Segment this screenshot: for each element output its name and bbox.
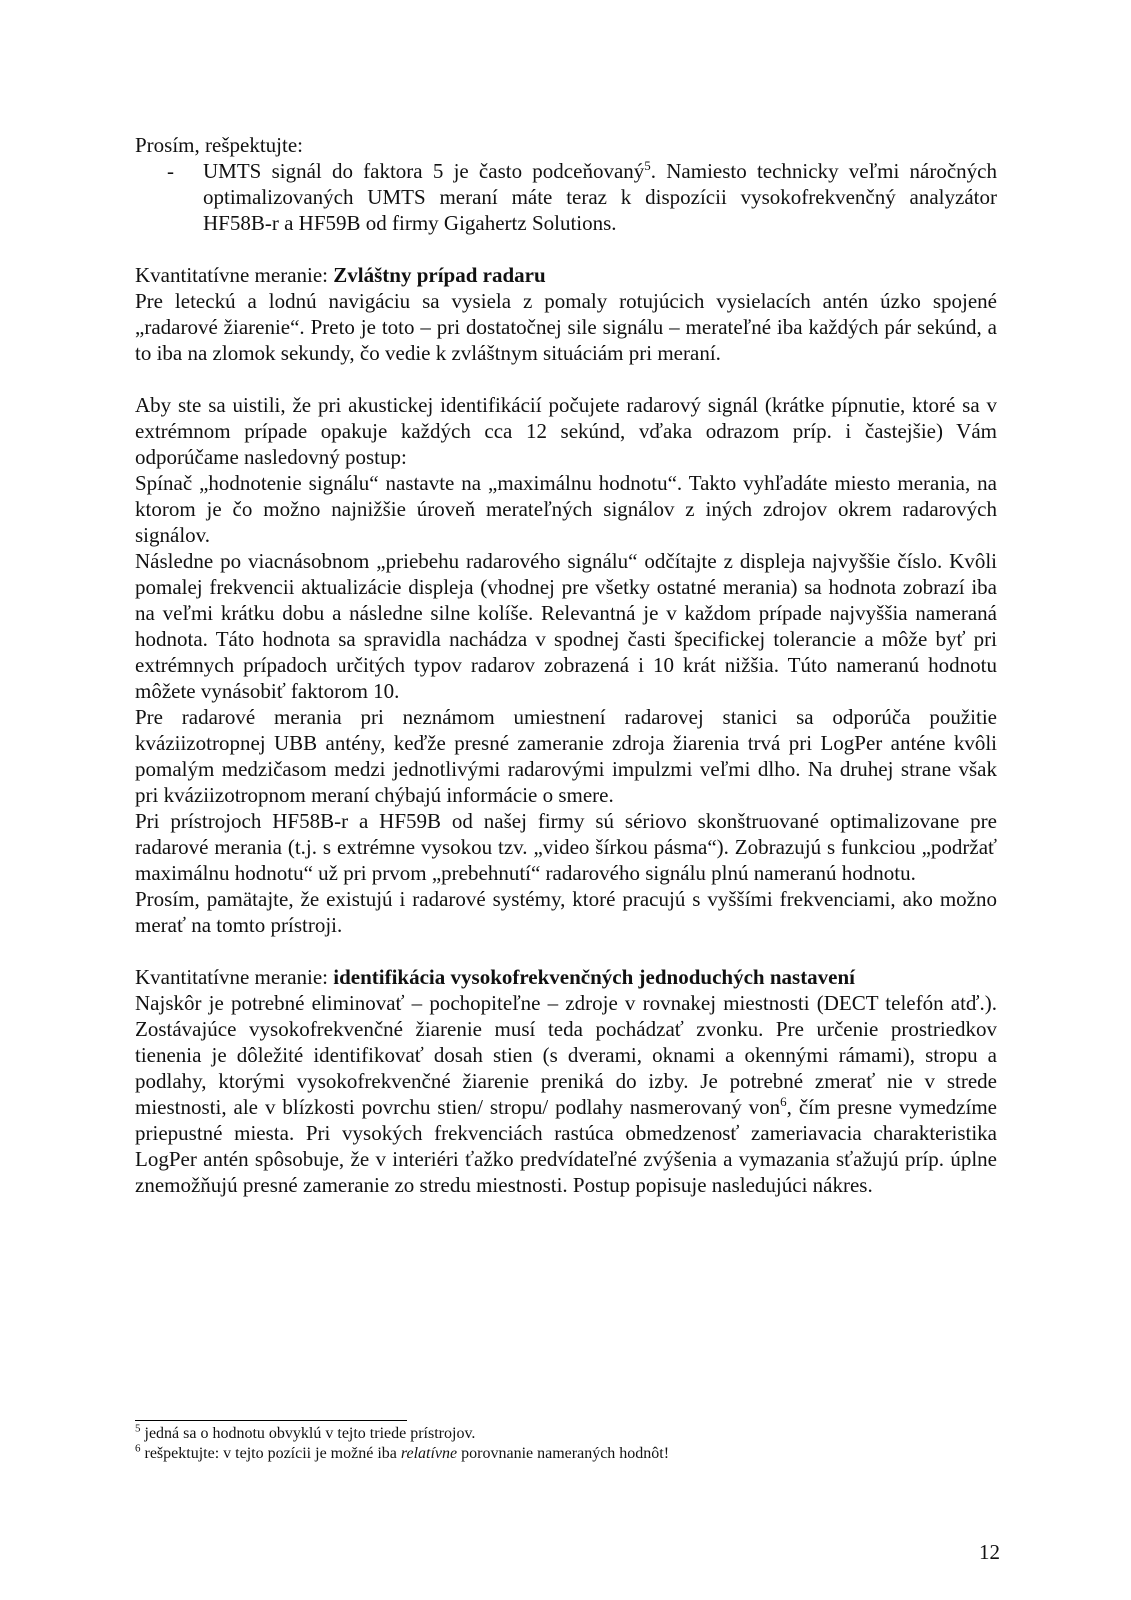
heading-prefix: Kvantitatívne meranie:: [135, 263, 334, 287]
spacer: [135, 366, 997, 392]
bullet-text-end: . Namiesto technicky veľmi náročných optimalizovaných UMTS meraní máte teraz k dispozícii vysokofrekvenčný analyzátor HF58B-r a HF59B od firmy Gigahertz Solutions.: [203, 159, 997, 235]
footnote-text: rešpektujte: v tejto pozícii je možné iba: [144, 1445, 401, 1462]
footnote-ref-5: 5: [644, 158, 651, 173]
spacer: [135, 236, 997, 262]
intro-list: [135, 158, 997, 236]
footnote-number: 6: [135, 1442, 141, 1455]
radar-heading: [135, 262, 997, 288]
body-text: [135, 132, 997, 1198]
heading-prefix: Kvantitatívne meranie:: [135, 965, 334, 989]
heading-bold-text: Zvláštny prípad radaru: [333, 263, 546, 287]
footnote-italic-text: relatívne: [400, 1445, 458, 1462]
paragraph: Pre leteckú a lodnú navigáciu sa vysiela z pomaly rotujúcich vysielacích antén úzko spojené „radarové žiarenie“. Preto je toto – pri dostatočnej sile signálu – merateľné iba každých pár sekúnd, a to iba na zlomok sekundy, čo vedie k zvláštnym situáciám pri meraní.: [135, 289, 997, 365]
paragraph: Spínač „hodnotenie signálu“ nastavte na „maximálnu hodnotu“. Takto vyhľadáte miesto merania, na ktorom je čo možno najnižšie úroveň merateľných signálov z iných zdrojov okrem radarových signálov.: [135, 471, 997, 547]
footnote-text: jedná sa o hodnotu obvyklú v tejto triede prístrojov.: [144, 1425, 476, 1442]
paragraph: Pri prístrojoch HF58B-r a HF59B od našej firmy sú sériovo skonštruované optimalizovane pre radarové merania (t.j. s extrémne vysokou tzv. „video šírkou pásma“). Zobrazujú s funkciou „podržať maximálnu hodnotu“ už pri prvom „prebehnutí“ radarového signálu plnú nameranú hodnotu.: [135, 809, 997, 885]
list-item-text: [203, 158, 997, 236]
hf-heading: [135, 964, 997, 990]
paragraph: Následne po viacnásobnom „priebehu radarového signálu“ odčítajte z displeja najvyššie číslo. Kvôli pomalej frekvencii aktualizácie displeja (vhodnej pre všetky ostatné merania) sa hodnota zobrazí iba na veľmi krátku dobu a následne silne kolíše. Relevantná je v každom prípade najvyššia nameraná hodnota. Táto hodnota sa spravidla nachádza v spodnej časti špecifickej tolerancie a môže byť pri extrémnych prípadoch určitých typov radarov zobrazená i 10 krát nižšia. Túto nameranú hodnotu môžete vynásobiť faktorom 10.: [135, 549, 997, 703]
footnote-divider: [135, 1420, 407, 1421]
page-number: 12: [979, 1540, 1000, 1564]
paragraph-text-start: Najskôr je potrebné eliminovať – pochopiteľne – zdroje v rovnakej miestnosti (DECT telefón atď.). Zostávajúce vysokofrekvenčné žiarenie musí teda pochádzať zvonku. Pre určenie prostriedkov tienenia je dôležité identifikovať dosah stien (s dverami, oknami a okennými rámami), stropu a podlahy, ktorými vysokofrekvenčné žiarenie preniká do izby. Je potrebné zmerať nie v strede miestnosti, ale v blízkosti povrchu stien/ stropu/ podlahy nasmerovaný von: [135, 991, 997, 1119]
paragraph: Aby ste sa uistili, že pri akustickej identifikácií počujete radarový signál (krátke pípnutie, ktoré sa v extrémnom prípade opakuje každých cca 12 sekúnd, vďaka odrazom príp. i častejšie) Vám odporúčame nasledovný postup:: [135, 393, 997, 469]
footnote-number: 5: [135, 1422, 141, 1435]
footnote-ref-6: 6: [780, 1094, 787, 1109]
bullet-text-start: UMTS signál do faktora 5 je často podceňovaný: [203, 159, 645, 183]
paragraph: Pre radarové merania pri neznámom umiestnení radarovej stanici sa odporúča použitie kváziizotropnej UBB antény, keďže presné zameranie zdroja žiarenia trvá pri LogPer anténe kvôli pomalým medzičasom medzi jednotlivými radarovými impulzmi veľmi dlho. Na druhej strane však pri kváziizotropnom meraní chýbajú informácie o smere.: [135, 705, 997, 807]
spacer: [135, 938, 997, 964]
footnote-text: porovnanie nameraných hodnôt!: [457, 1445, 670, 1462]
footnote-5: [135, 1424, 995, 1444]
footnote-6: [135, 1444, 995, 1464]
paragraph: Prosím, pamätajte, že existujú i radarové systémy, ktoré pracujú s vyššími frekvenciami, ako možno merať na tomto prístroji.: [135, 887, 997, 937]
intro-label: Prosím, rešpektujte:: [135, 133, 303, 157]
heading-bold-text: identifikácia vysokofrekvenčných jednoduchých nastavení: [333, 965, 856, 989]
footnotes: [135, 1424, 995, 1464]
paragraph: [135, 990, 997, 1198]
list-item: [135, 158, 997, 236]
paragraph-text-end: , čím presne vymedzíme priepustné miesta. Pri vysokých frekvenciách rastúca obmedzenosť zameriavacia charakteristika LogPer antén spôsobuje, že v interiéri ťažko predvídateľné zvýšenia a vymazania sťažujú príp. úplne znemožňujú presné zameranie zo stredu miestnosti. Postup popisuje nasledujúci nákres.: [135, 1095, 997, 1197]
bullet-marker: -: [167, 159, 174, 183]
